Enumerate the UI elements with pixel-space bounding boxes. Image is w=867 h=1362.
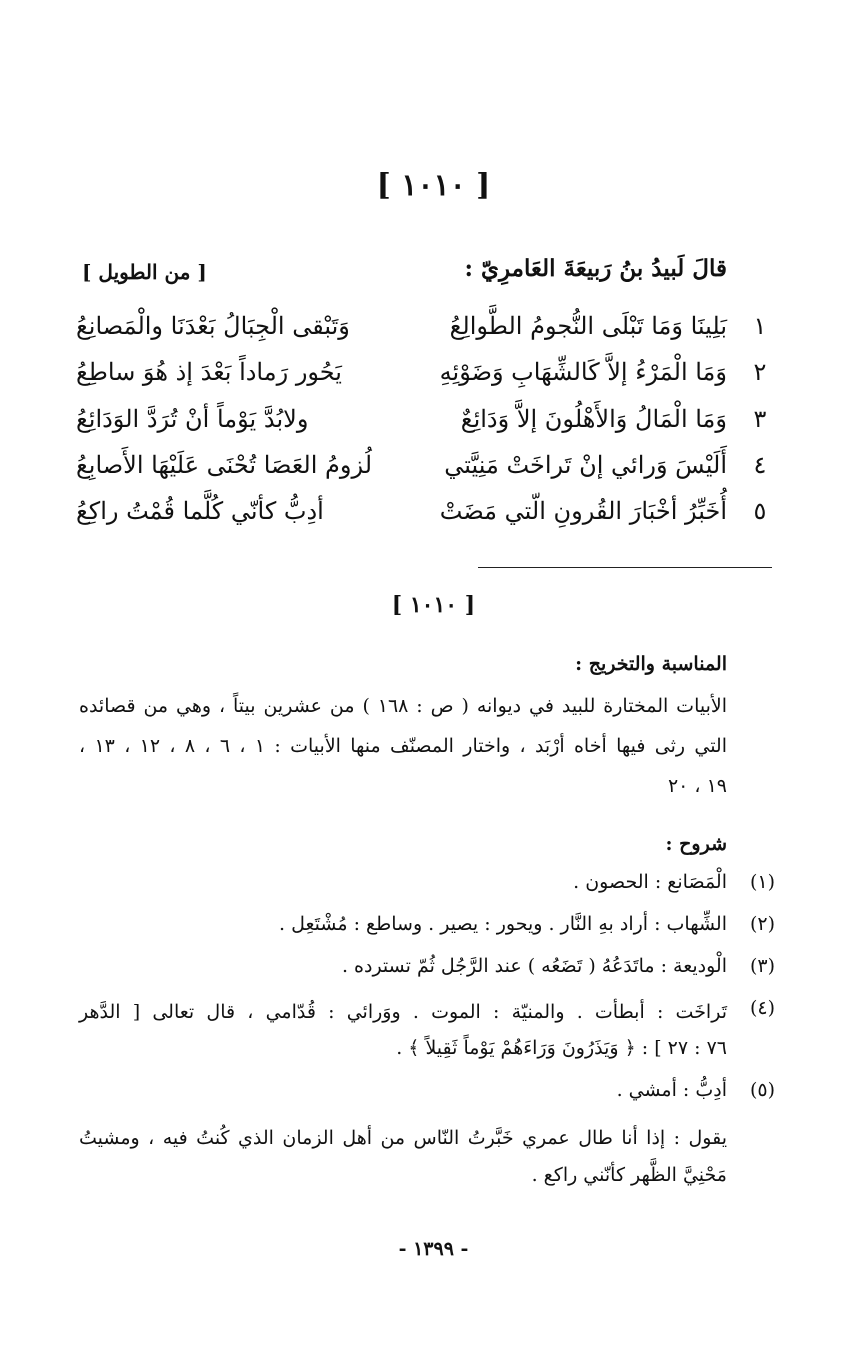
page-number: - ١٣٩٩ - [398, 1238, 469, 1260]
verse-number: ١ [753, 312, 767, 340]
verse-second-hemistich: ولابُدَّ يَوْماً أنْ تُرَدَّ الوَدَائِعُ [76, 405, 309, 433]
note-text: تَراخَت : أبطأت . والمنيّة : الموت . ووَرائي : قُدّامي ، قال تعالى [ الدَّهر [79, 1001, 727, 1023]
explanation-line: مَحْنِيَّ الظَّهر كأنّني راكع . [531, 1164, 727, 1186]
verse-second-hemistich: وَتَبْقى الْجِبَالُ بَعْدَنَا والْمَصانِعُ [76, 312, 350, 340]
footnote-divider [478, 567, 772, 568]
verse-number: ٤ [753, 451, 767, 479]
verse-number: ٣ [753, 405, 767, 433]
note-text: الْمَصَانع : الحصون . [573, 871, 727, 893]
shuruh-heading: شروح : [665, 833, 727, 855]
section-number: [ ١٠١٠ ] [391, 592, 476, 618]
meter-label: [ من الطويل ] [82, 260, 207, 284]
verse-second-hemistich: لُزومُ العَصَا تُحْنَى عَلَيْهَا الأَصابِعُ [76, 451, 373, 479]
note-number: (٥) [749, 1079, 775, 1101]
note-number: (٤) [749, 997, 775, 1019]
takhrij-line: ١٩ ، ٢٠ [667, 775, 727, 797]
verse-first-hemistich: وَمَا الْمَالُ وَالأَهْلُونَ إلاَّ وَدَائِعٌ [460, 405, 727, 433]
explanation-line: يقول : إذا أنا طال عمري خَبَّرتُ النّاس من أهل الزمان الذي كُنتُ فيه ، ومشيتُ [79, 1127, 727, 1149]
verse-first-hemistich: أَلَيْسَ وَرائي إنْ تَراخَتْ مَنِيَّتي [444, 451, 727, 479]
verse-first-hemistich: بَلِينَا وَمَا تَبْلَى النُّجومُ الطَّوالِعُ [449, 312, 727, 340]
takhrij-line: الأبيات المختارة للبيد في ديوانه ( ص : ١٦٨ ) من عشرين بيتاً ، وهي من قصائده [79, 695, 727, 717]
verse-second-hemistich: يَحُور رَماداً بَعْدَ إذ هُوَ ساطِعُ [76, 358, 342, 386]
verse-first-hemistich: وَمَا الْمَرْءُ إلاَّ كَالشِّهَابِ وَضَوْئِهِ [439, 358, 727, 386]
note-number: (٣) [749, 955, 775, 977]
note-text: ٧٦ : ٢٧ ] : ﴿ وَيَذَرُونَ وَرَاءَهُمْ يَوْماً ثَقِيلاً ﴾ . [396, 1037, 727, 1059]
verse-first-hemistich: أُخَبِّرُ أخْبَارَ القُرونِ الّتي مَضَتْ [439, 497, 727, 525]
note-text: الْوديعة : ماتَدَعُهُ ( تَضَعُه ) عند الرَّجُل ثُمّ تسترده . [341, 955, 727, 977]
takhrij-line: التي رثى فيها أخاه أرْبَد ، واختار المصنّف منها الأبيات : ١ ، ٦ ، ٨ ، ١٢ ، ١٣ ، [79, 735, 728, 757]
verse-second-hemistich: أدِبُّ كأنّي كُلَّما قُمْتُ راكِعُ [76, 497, 324, 525]
note-number: (١) [749, 871, 775, 893]
poet-attribution: قالَ لَبيدُ بنُ رَبيعَةَ العَامرِيّ : [464, 255, 727, 282]
verse-number: ٥ [753, 497, 767, 525]
note-number: (٢) [749, 913, 775, 935]
takhrij-heading: المناسبة والتخريج : [575, 653, 727, 675]
poem-number: [ ١٠١٠ ] [376, 168, 491, 203]
verse-number: ٢ [753, 358, 767, 386]
note-text: أدِبُّ : أمشي . [616, 1079, 727, 1101]
note-text: الشِّهاب : أراد بهِ النَّار . ويحور : يصير . وساطع : مُشْتَعِل . [279, 913, 727, 935]
